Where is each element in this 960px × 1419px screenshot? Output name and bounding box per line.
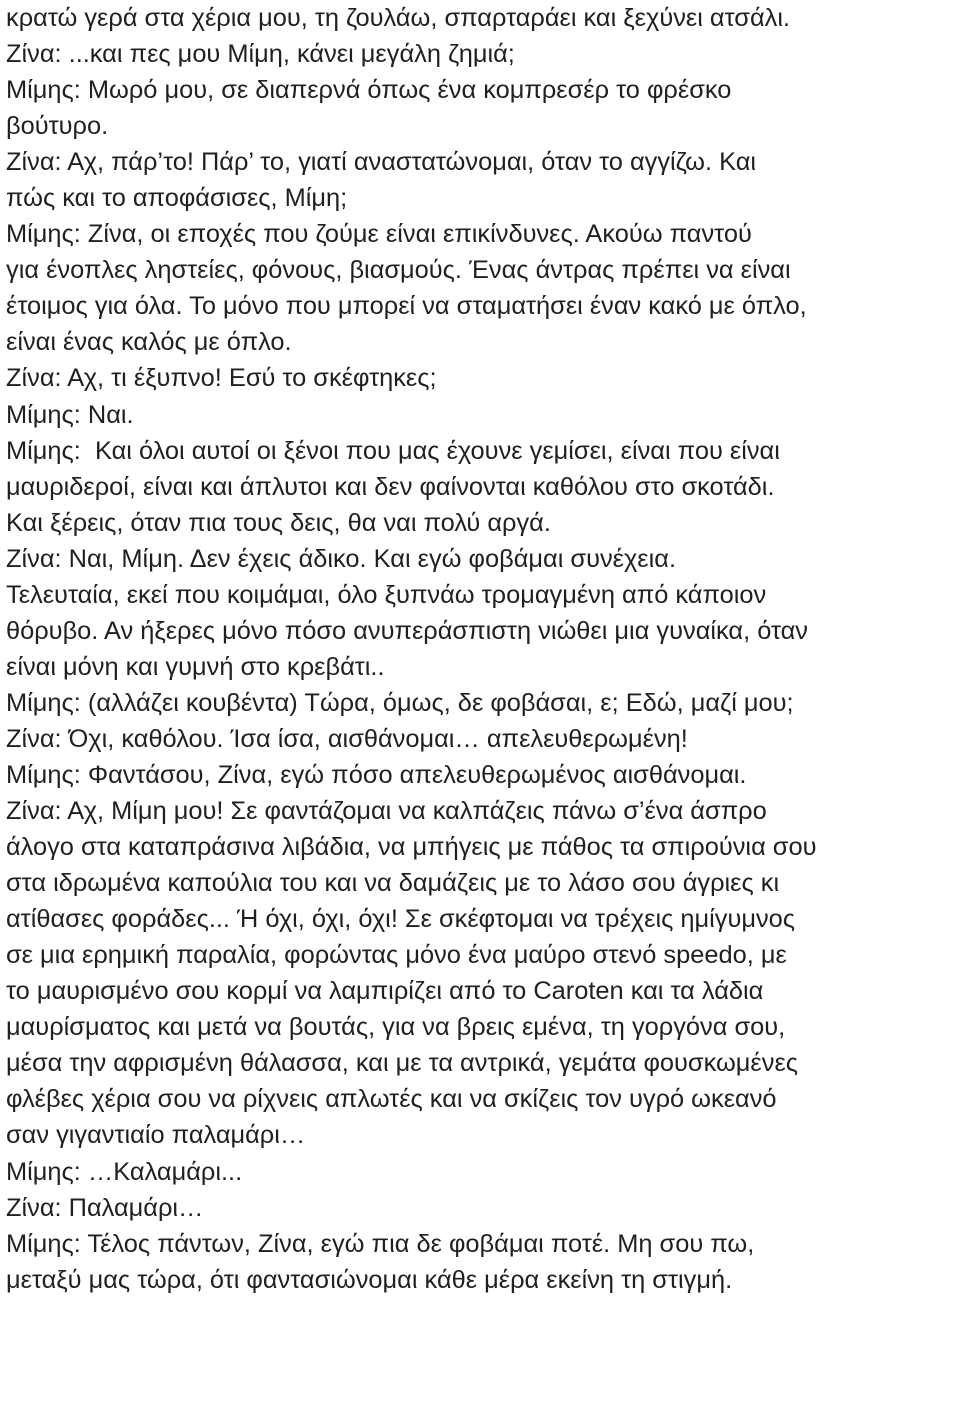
text-line: Μίμης: Μωρό μου, σε διαπερνά όπως ένα κομπρεσέρ το φρέσκο [6, 76, 732, 105]
text-line: είναι μόνη και γυμνή στο κρεβάτι.. [6, 652, 385, 681]
text-line: Ζίνα: Ναι, Μίμη. Δεν έχεις άδικο. Και εγώ φοβάμαι συνέχεια. [6, 544, 676, 573]
text-line: κρατώ γερά στα χέρια μου, τη ζουλάω, σπαρταράει και ξεχύνει ατσάλι. [6, 4, 791, 32]
text-line: μέσα την αφρισμένη θάλασσα, και με τα αντρικά, γεμάτα φουσκωμένες [6, 1049, 798, 1078]
text-line: φλέβες χέρια σου να ρίχνεις απλωτές και να σκίζεις τον υγρό ωκεανό [6, 1085, 777, 1114]
text-line: ατίθασες φοράδες... Ή όχι, όχι, όχι! Σε σκέφτομαι να τρέχεις ημίγυμνος [6, 905, 796, 934]
text-line: Τελευταία, εκεί που κοιμάμαι, όλο ξυπνάω τρομαγμένη από κάποιον [6, 580, 767, 609]
text-line: βούτυρο. [6, 112, 109, 141]
text-line: Μίμης: Ναι. [6, 400, 134, 429]
text-line: μαυρίσματος και μετά να βουτάς, για να βρεις εμένα, τη γοργόνα σου, [6, 1013, 786, 1042]
text-line: στα ιδρωμένα καπούλια του και να δαμάζεις με το λάσο σου άγριες κι [6, 869, 780, 898]
text-line: Μίμης: Ζίνα, οι εποχές που ζούμε είναι επικίνδυνες. Ακούω παντού [6, 220, 752, 249]
text-line: Ζίνα: Όχι, καθόλου. Ίσα ίσα, αισθάνομαι… απελευθερωμένη! [6, 724, 688, 753]
text-line: Ζίνα: Αχ, τι έξυπνο! Εσύ το σκέφτηκες; [6, 364, 437, 393]
text-line: Ζίνα: ...και πες μου Μίμη, κάνει μεγάλη ζημιά; [6, 40, 515, 69]
text-line: σαν γιγαντιαίο παλαμάρι… [6, 1121, 306, 1150]
text-line: άλογο στα καταπράσινα λιβάδια, να μπήγεις με πάθος τα σπιρούνια σου [6, 833, 817, 862]
text-line: Και ξέρεις, όταν πια τους δεις, θα ναι πολύ αργά. [6, 508, 551, 537]
text-line: Μίμης: Τέλος πάντων, Ζίνα, εγώ πια δε φοβάμαι ποτέ. Μη σου πω, [6, 1229, 755, 1258]
text-line: πώς και το αποφάσισες, Μίμη; [6, 184, 348, 213]
text-line: σε μια ερημική παραλία, φορώντας μόνο ένα μαύρο στενό speedo, με [6, 941, 787, 970]
text-line: Μίμης: Φαντάσου, Ζίνα, εγώ πόσο απελευθερωμένος αισθάνομαι. [6, 760, 747, 789]
text-line: Μίμης: (αλλάζει κουβέντα) Τώρα, όμως, δε φοβάσαι, ε; Εδώ, μαζί μου; [6, 688, 794, 717]
text-line: για ένοπλες ληστείες, φόνους, βιασμούς. Ένας άντρας πρέπει να είναι [6, 256, 791, 285]
text-line: το μαυρισμένο σου κορμί να λαμπιρίζει από το Caroten και τα λάδια [6, 977, 764, 1006]
text-line: Μίμης: …Καλαμάρι... [6, 1157, 243, 1186]
text-line: Μίμης: Και όλοι αυτοί οι ξένοι που μας έχουνε γεμίσει, είναι που είναι [6, 436, 780, 465]
text-line: μαυριδεροί, είναι και άπλυτοι και δεν φαίνονται καθόλου στο σκοτάδι. [6, 472, 775, 501]
text-line: Ζίνα: Αχ, πάρ’το! Πάρ’ το, γιατί αναστατώνομαι, όταν το αγγίζω. Και [6, 148, 757, 177]
text-line: θόρυβο. Αν ήξερες μόνο πόσο ανυπεράσπιστη νιώθει μια γυναίκα, όταν [6, 616, 808, 645]
text-line: Ζίνα: Αχ, Μίμη μου! Σε φαντάζομαι να καλπάζεις πάνω σ’ένα άσπρο [6, 797, 767, 826]
text-line: είναι ένας καλός με όπλο. [6, 328, 292, 357]
text-line: έτοιμος για όλα. Το μόνο που μπορεί να σταματήσει έναν κακό με όπλο, [6, 292, 807, 321]
text-line: Ζίνα: Παλαμάρι… [6, 1193, 204, 1222]
text-line: μεταξύ μας τώρα, ότι φαντασιώνομαι κάθε μέρα εκείνη τη στιγμή. [6, 1265, 733, 1294]
document-page [6, 0, 956, 1298]
